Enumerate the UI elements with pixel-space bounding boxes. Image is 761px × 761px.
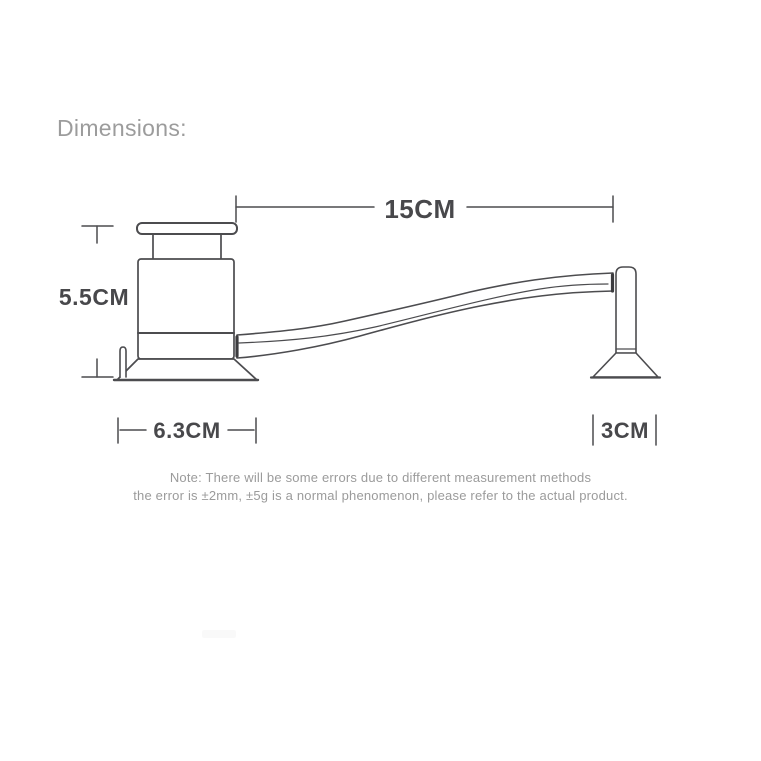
faint-watermark — [202, 630, 236, 638]
top-cap — [137, 223, 237, 234]
post — [616, 267, 636, 353]
small-suction-cup — [593, 353, 658, 377]
body-block — [138, 259, 234, 359]
dim-label-arm-length: 15CM — [384, 194, 456, 224]
note-line-1: Note: There will be some errors due to different measurement methods — [169, 470, 592, 485]
base-suction-cup — [117, 359, 257, 380]
dim-label-body-height: 5.5CM — [58, 284, 130, 310]
note-line-2: the error is ±2mm, ±5g is a normal phenomenon, please refer to the actual product. — [133, 488, 628, 503]
page-title: Dimensions: — [57, 115, 187, 141]
measurement-note — [0, 469, 761, 505]
gooseneck-arm-icon — [237, 273, 613, 358]
release-lever — [120, 347, 126, 377]
dim-label-small-cup-width: 3CM — [601, 418, 649, 443]
dim-label-base-width: 6.3CM — [153, 418, 221, 443]
